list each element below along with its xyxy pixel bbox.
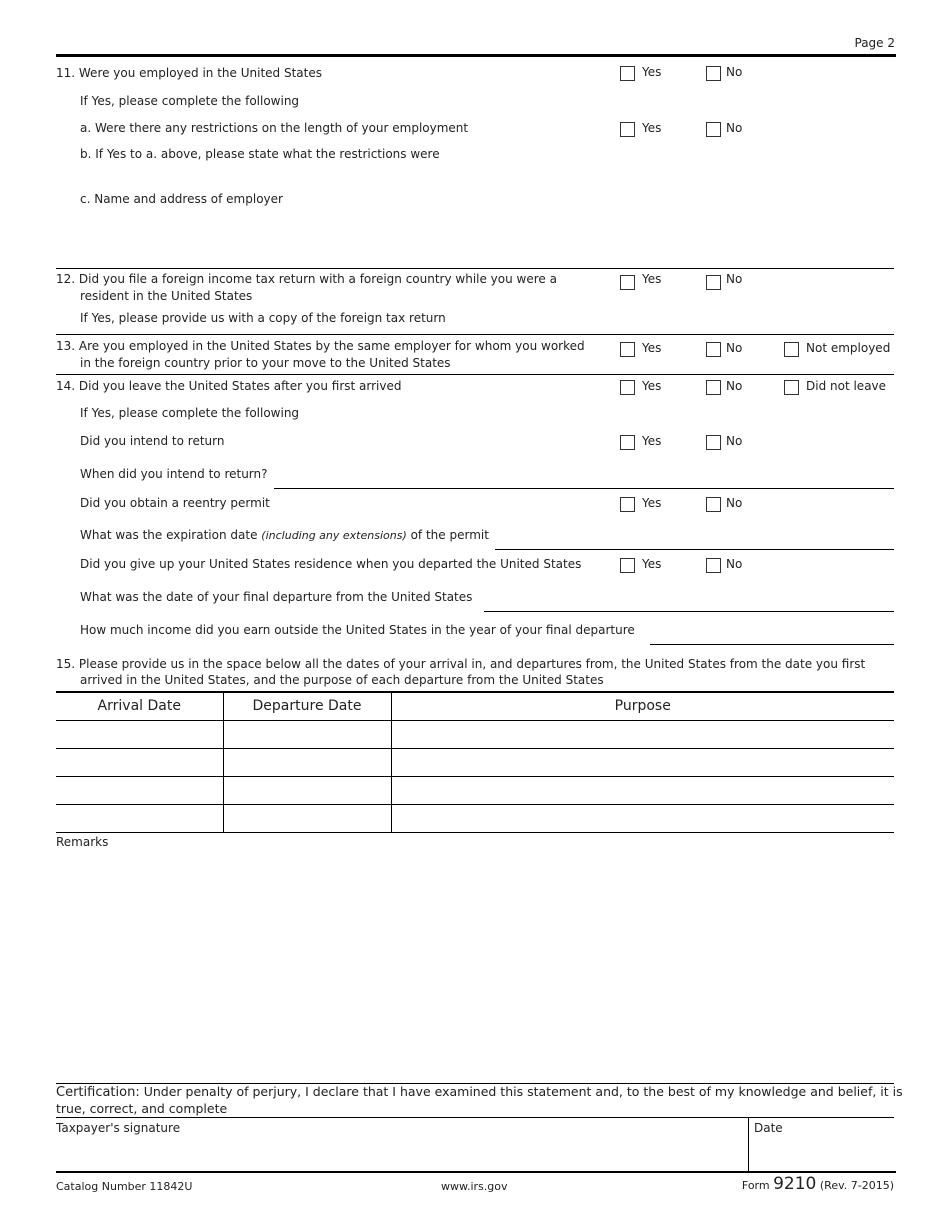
q14-if-yes: If Yes, please complete the following [80, 406, 300, 420]
q14-intend-yes-checkbox[interactable] [620, 435, 635, 450]
signature-label: Taxpayer's signature [56, 1121, 181, 1135]
q14-giveup-no-label: No [726, 557, 743, 571]
q14-reentry-yes-checkbox[interactable] [620, 497, 635, 512]
remarks-label: Remarks [56, 835, 109, 849]
certification-line1 [56, 1084, 903, 1100]
q11-no-label: No [726, 65, 743, 79]
q14-income-outside: How much income did you earn outside the United States in the year of your final departure [80, 623, 635, 637]
q14-final-departure-field[interactable] [484, 611, 894, 612]
q14-when-return: When did you intend to return? [80, 467, 268, 481]
q11a-no-label: No [726, 121, 743, 135]
q14-expiration-field[interactable] [495, 549, 894, 550]
q14-when-return-field[interactable] [274, 488, 894, 489]
q13-line2: in the foreign country prior to your move to the United States [80, 356, 451, 370]
q14-income-field[interactable] [650, 644, 894, 645]
travel-dates-table [56, 692, 894, 833]
q14-final-departure: What was the date of your final departure from the United States [80, 590, 473, 604]
header-purpose: Purpose [391, 692, 894, 720]
q14-intend-return: Did you intend to return [80, 434, 225, 448]
bottom-rule [56, 1171, 896, 1173]
q14-title: 14. Did you leave the United States after you first arrived [56, 379, 402, 393]
table-row [56, 804, 894, 832]
purpose-cell[interactable] [391, 776, 894, 804]
date-label: Date [754, 1121, 783, 1135]
divider-q12 [56, 268, 894, 269]
q14-give-up: Did you give up your United States residence when you departed the United States [80, 557, 582, 571]
q14-intend-no-checkbox[interactable] [706, 435, 721, 450]
q13-yes-label: Yes [642, 341, 662, 355]
remarks-area[interactable] [56, 852, 894, 1080]
q14-intend-no-label: No [726, 434, 743, 448]
catalog-number: Catalog Number 11842U [56, 1180, 193, 1193]
q15-line1: 15. Please provide us in the space below all the dates of your arrival in, and departures from, the United States from the date you first [56, 657, 866, 671]
q14-intend-yes-label: Yes [642, 434, 662, 448]
top-rule [56, 54, 896, 57]
q11a-yes-label: Yes [642, 121, 662, 135]
header-arrival-date: Arrival Date [56, 692, 223, 720]
date-field[interactable] [754, 1136, 894, 1170]
form-prefix: Form [741, 1179, 770, 1192]
page-number: Page 2 [854, 36, 895, 50]
purpose-cell[interactable] [391, 748, 894, 776]
q12-no-label: No [726, 272, 743, 286]
q14-yes-checkbox[interactable] [620, 380, 635, 395]
q14-giveup-yes-checkbox[interactable] [620, 558, 635, 573]
departure-date-cell[interactable] [223, 748, 391, 776]
q11-yes-checkbox[interactable] [620, 66, 635, 81]
q12-line2: resident in the United States [80, 289, 253, 303]
q14-giveup-yes-label: Yes [642, 557, 662, 571]
departure-date-cell[interactable] [223, 804, 391, 832]
q14-did-not-leave-label: Did not leave [806, 379, 887, 393]
table-row [56, 720, 894, 748]
q11-yes-label: Yes [642, 65, 662, 79]
certification-text2: true, correct, and complete [56, 1101, 228, 1116]
departure-date-cell[interactable] [223, 776, 391, 804]
q11a-yes-checkbox[interactable] [620, 122, 635, 137]
purpose-cell[interactable] [391, 804, 894, 832]
departure-date-cell[interactable] [223, 720, 391, 748]
q13-no-checkbox[interactable] [706, 342, 721, 357]
arrival-date-cell[interactable] [56, 720, 223, 748]
certification-label: Certification: [56, 1085, 140, 1100]
q14-giveup-no-checkbox[interactable] [706, 558, 721, 573]
divider-q13 [56, 334, 894, 335]
q12-if-yes: If Yes, please provide us with a copy of the foreign tax return [80, 311, 446, 325]
signature-top-rule [56, 1117, 894, 1118]
q14-expiration-post: of the permit [410, 528, 489, 542]
q14-no-label: No [726, 379, 743, 393]
q11-if-yes: If Yes, please complete the following [80, 94, 300, 108]
form-number: 9210 [773, 1174, 817, 1194]
q13-not-employed-checkbox[interactable] [784, 342, 799, 357]
signature-date-divider [748, 1117, 749, 1172]
arrival-date-cell[interactable] [56, 776, 223, 804]
q14-reentry-yes-label: Yes [642, 496, 662, 510]
q14-no-checkbox[interactable] [706, 380, 721, 395]
website: www.irs.gov [441, 1180, 508, 1193]
q13-no-label: No [726, 341, 743, 355]
q14-expiration-emphasis: (including any extensions) [261, 529, 407, 542]
q12-yes-label: Yes [642, 272, 662, 286]
table-row [56, 748, 894, 776]
q12-line1: 12. Did you file a foreign income tax return with a foreign country while you were a [56, 272, 557, 286]
q11-title: 11. Were you employed in the United States [56, 66, 322, 80]
purpose-cell[interactable] [391, 720, 894, 748]
certification-text1: Under penalty of perjury, I declare that I have examined this statement and, to the best of my knowledge and belief, it is [143, 1084, 903, 1099]
q14-reentry-no-checkbox[interactable] [706, 497, 721, 512]
q12-yes-checkbox[interactable] [620, 275, 635, 290]
q13-yes-checkbox[interactable] [620, 342, 635, 357]
q14-reentry-no-label: No [726, 496, 743, 510]
table-header-row [56, 692, 894, 720]
q13-not-employed-label: Not employed [806, 341, 891, 355]
q14-yes-label: Yes [642, 379, 662, 393]
q11b-text: b. If Yes to a. above, please state what the restrictions were [80, 147, 440, 161]
q12-no-checkbox[interactable] [706, 275, 721, 290]
arrival-date-cell[interactable] [56, 804, 223, 832]
q11a-text: a. Were there any restrictions on the length of your employment [80, 121, 469, 135]
q11a-no-checkbox[interactable] [706, 122, 721, 137]
arrival-date-cell[interactable] [56, 748, 223, 776]
header-departure-date: Departure Date [223, 692, 391, 720]
q14-reentry-permit: Did you obtain a reentry permit [80, 496, 270, 510]
signature-field[interactable] [56, 1136, 748, 1170]
q11c-text: c. Name and address of employer [80, 192, 283, 206]
q14-expiration-question [80, 528, 489, 542]
q11-no-checkbox[interactable] [706, 66, 721, 81]
form-id [742, 1174, 894, 1194]
q15-line2: arrived in the United States, and the purpose of each departure from the United States [80, 673, 604, 687]
q14-did-not-leave-checkbox[interactable] [784, 380, 799, 395]
q14-expiration-pre: What was the expiration date [80, 528, 258, 542]
form-revision: (Rev. 7-2015) [819, 1179, 894, 1192]
q13-line1: 13. Are you employed in the United States by the same employer for whom you worked [56, 339, 585, 353]
table-row [56, 776, 894, 804]
divider-q14 [56, 374, 894, 375]
